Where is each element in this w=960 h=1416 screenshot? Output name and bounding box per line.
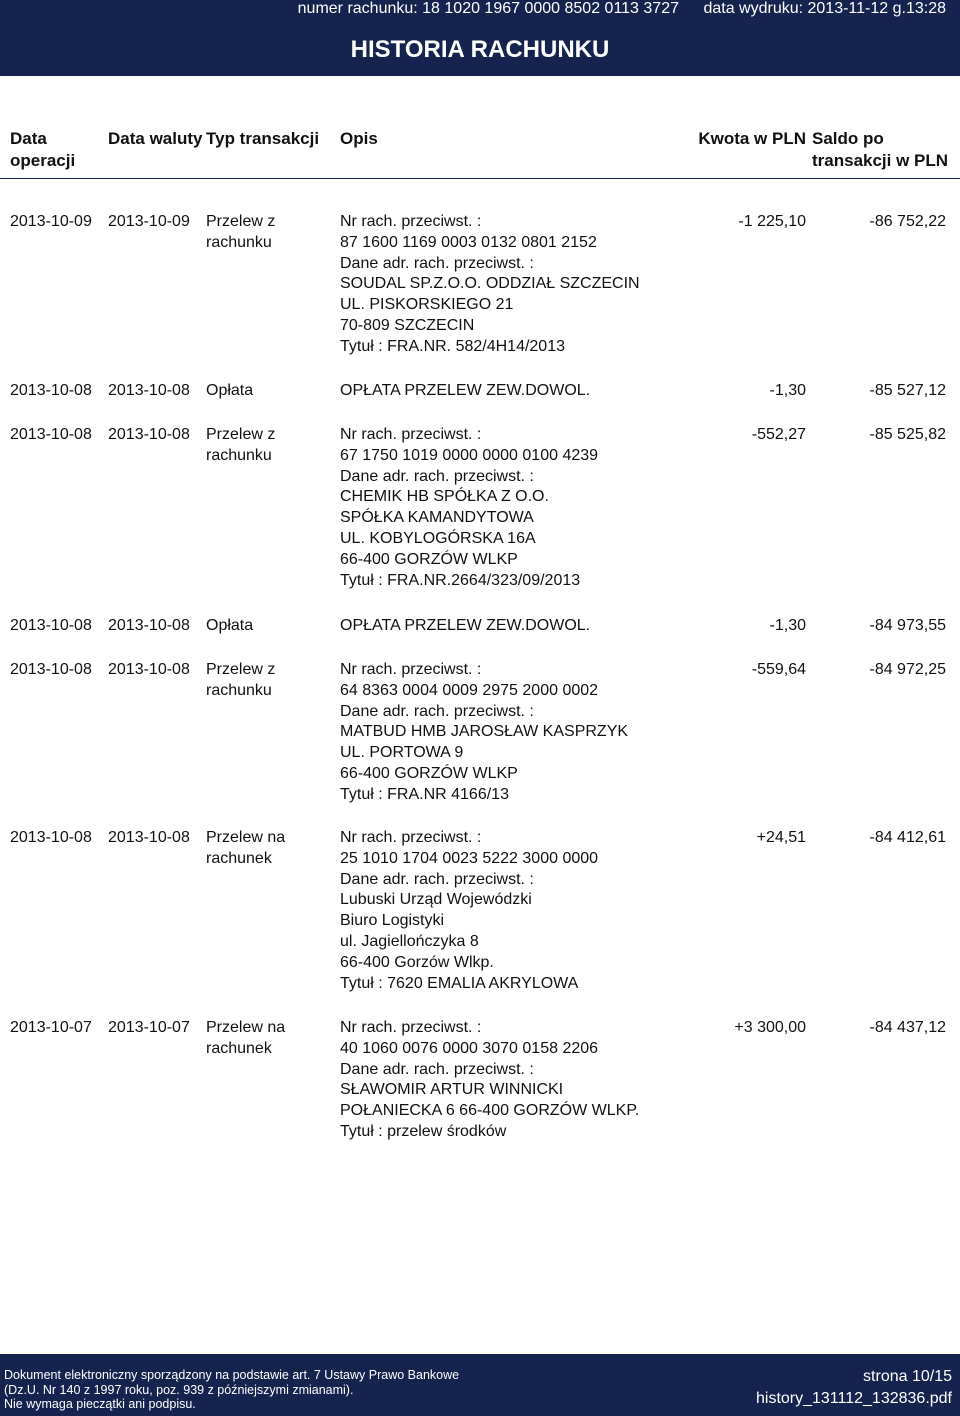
- value-date: 2013-10-08: [108, 829, 190, 846]
- col-header-type: Typ transakcji: [206, 129, 320, 148]
- transaction-description: Nr rach. przeciwst. : 64 8363 0004 0009 2975 2000 0002 Dane adr. rach. przeciwst. : MATBUD HMB JAROSŁAW KASPRZYK UL. PORTOWA 9 66-400 GORZÓW WLKP Tytuł : FRA.NR 4166/13: [340, 661, 629, 803]
- page-title: HISTORIA RACHUNKU: [350, 36, 610, 63]
- page-number: strona 10/15: [863, 1368, 952, 1385]
- transaction-type: Opłata: [206, 382, 254, 399]
- value-date: 2013-10-08: [108, 426, 190, 443]
- amount: +24,51: [756, 829, 806, 846]
- amount: -1 225,10: [738, 213, 806, 230]
- balance: -85 527,12: [869, 382, 946, 399]
- value-date: 2013-10-08: [108, 382, 190, 399]
- col-header-balance: Saldo po transakcji w PLN: [812, 129, 949, 170]
- transaction-type: Przelew z rachunku: [206, 213, 276, 251]
- balance: -86 752,22: [869, 213, 946, 230]
- op-date: 2013-10-08: [10, 661, 92, 678]
- op-date: 2013-10-08: [10, 426, 92, 443]
- col-header-amount: Kwota w PLN: [698, 129, 806, 148]
- transaction-type: Opłata: [206, 617, 254, 634]
- value-date: 2013-10-08: [108, 661, 190, 678]
- op-date: 2013-10-08: [10, 382, 92, 399]
- op-date: 2013-10-09: [10, 213, 92, 230]
- amount: -559,64: [751, 661, 806, 678]
- balance: -84 972,25: [869, 661, 946, 678]
- print-date: data wydruku: 2013-11-12 g.13:28: [703, 0, 946, 17]
- amount: +3 300,00: [734, 1019, 806, 1036]
- footer-bar: [0, 1354, 960, 1416]
- transaction-description: OPŁATA PRZELEW ZEW.DOWOL.: [340, 382, 591, 399]
- balance: -84 437,12: [869, 1019, 946, 1036]
- amount: -552,27: [751, 426, 806, 443]
- op-date: 2013-10-08: [10, 617, 92, 634]
- legal-notice: Dokument elektroniczny sporządzony na podstawie art. 7 Ustawy Prawo Bankowe (Dz.U. Nr 140 z 1997 roku, poz. 939 z późniejszymi zmianami). Nie wymaga pieczątki ani podpisu.: [4, 1368, 460, 1411]
- col-header-desc: Opis: [340, 129, 378, 148]
- transaction-description: Nr rach. przeciwst. : 40 1060 0076 0000 3070 0158 2206 Dane adr. rach. przeciwst. : SŁAWOMIR ARTUR WINNICKI POŁANIECKA 6 66-400 GORZÓW WLKP. Tytuł : przelew środków: [340, 1019, 640, 1140]
- balance: -85 525,82: [869, 426, 946, 443]
- transaction-description: Nr rach. przeciwst. : 25 1010 1704 0023 5222 3000 0000 Dane adr. rach. przeciwst. : Lubuski Urząd Wojewódzki Biuro Logistyki ul. Jagiellończyka 8 66-400 Gorzów Wlkp. Tytuł : 7620 EMALIA AKRYLOWA: [340, 829, 599, 992]
- amount: -1,30: [769, 382, 806, 399]
- value-date: 2013-10-08: [108, 617, 190, 634]
- amount: -1,30: [769, 617, 806, 634]
- transaction-description: Nr rach. przeciwst. : 67 1750 1019 0000 0000 0100 4239 Dane adr. rach. przeciwst. : CHEMIK HB SPÓŁKA Z O.O. SPÓŁKA KAMANDYTOWA UL. KOBYLOGÓRSKA 16A 66-400 GORZÓW WLKP Tytuł : FRA.NR.2664/323/09/2013: [340, 426, 599, 589]
- file-name: history_131112_132836.pdf: [755, 1390, 952, 1407]
- account-number: numer rachunku: 18 1020 1967 0000 8502 0113 3727: [297, 0, 679, 17]
- value-date: 2013-10-09: [108, 213, 190, 230]
- balance: -84 973,55: [869, 617, 946, 634]
- header-divider: [0, 178, 960, 179]
- header-bar: [0, 0, 960, 76]
- transaction-description: OPŁATA PRZELEW ZEW.DOWOL.: [340, 617, 591, 634]
- transaction-description: Nr rach. przeciwst. : 87 1600 1169 0003 0132 0801 2152 Dane adr. rach. przeciwst. : SOUDAL SP.Z.O.O. ODDZIAŁ SZCZECIN UL. PISKORSKIEGO 21 70-809 SZCZECIN Tytuł : FRA.NR. 582/4H14/2013: [340, 213, 640, 355]
- op-date: 2013-10-07: [10, 1019, 92, 1036]
- transaction-type: Przelew z rachunku: [206, 426, 276, 464]
- value-date: 2013-10-07: [108, 1019, 190, 1036]
- balance: -84 412,61: [869, 829, 946, 846]
- transaction-type: Przelew na rachunek: [206, 1019, 286, 1057]
- transaction-type: Przelew na rachunek: [206, 829, 286, 867]
- header-meta: [278, 0, 946, 18]
- page-info: [756, 1366, 952, 1410]
- op-date: 2013-10-08: [10, 829, 92, 846]
- transaction-type: Przelew z rachunku: [206, 661, 276, 699]
- col-header-value-date: Data waluty: [108, 129, 203, 148]
- col-header-op-date: Data operacji: [10, 129, 76, 170]
